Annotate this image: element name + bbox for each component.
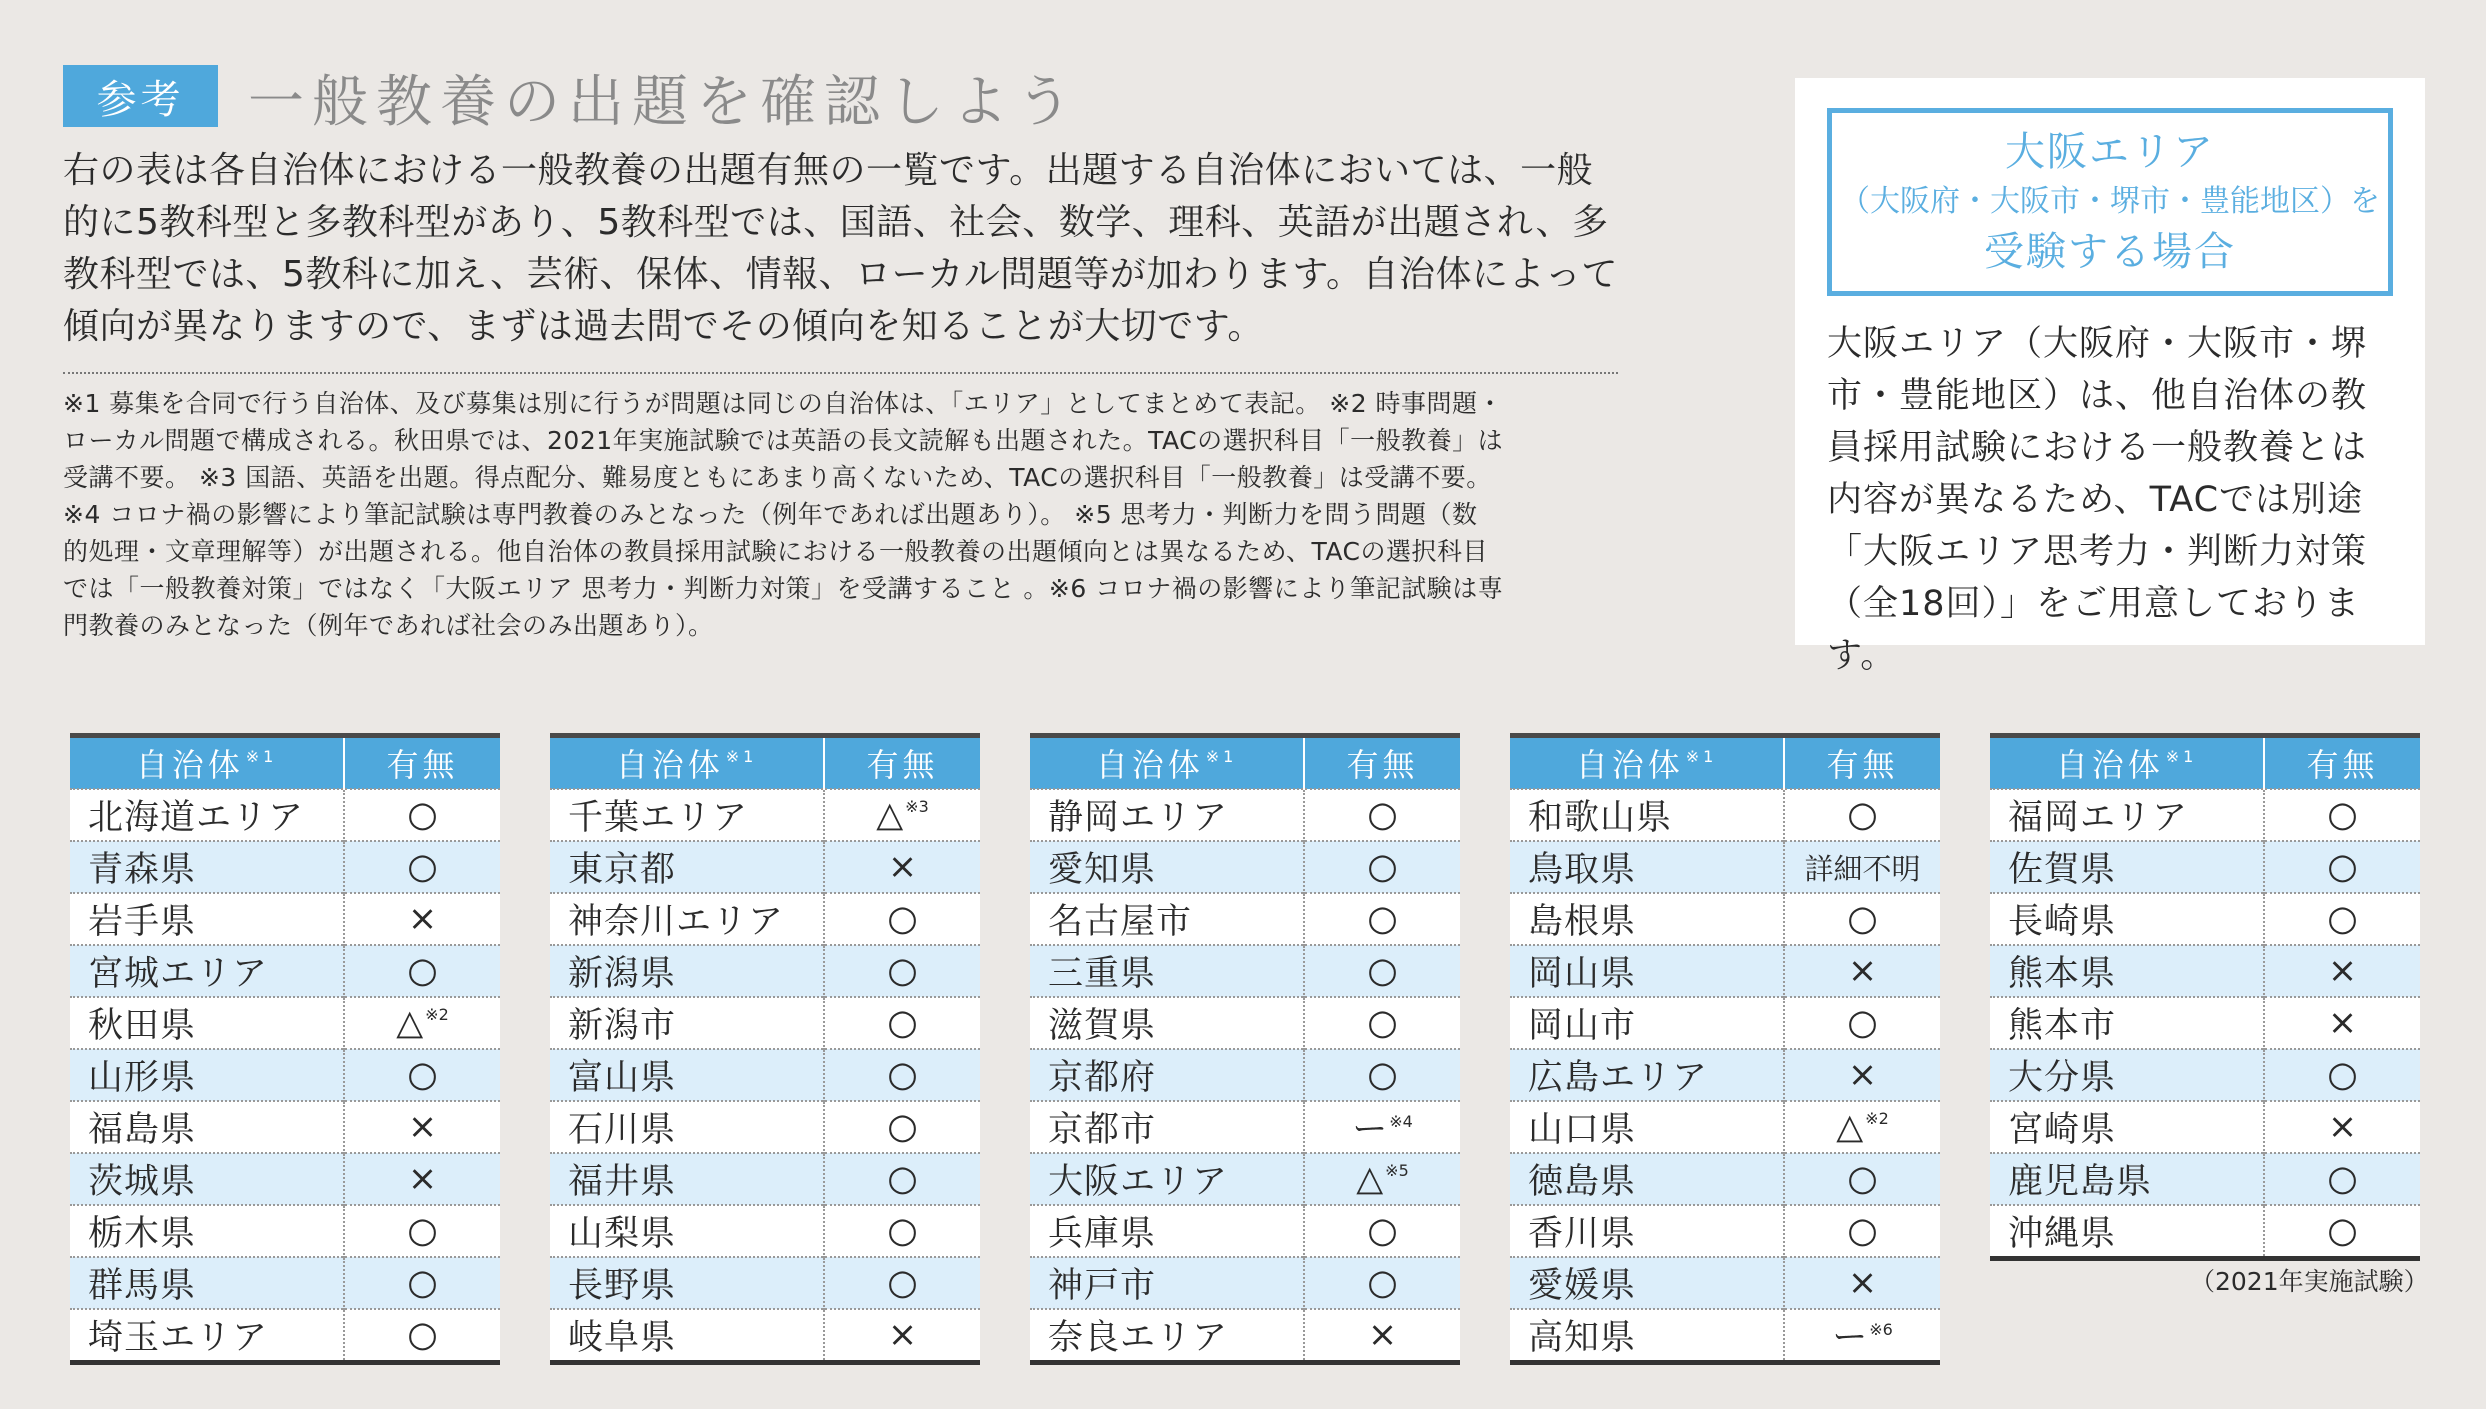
table-row (70, 1257, 500, 1309)
availability-mark: △ $^{※5}$ (1304, 1153, 1460, 1205)
availability-mark: ○ (824, 1101, 980, 1153)
availability-mark: 詳細不明 (1784, 841, 1940, 893)
availability-mark: ○ (2264, 893, 2420, 945)
table-row (550, 945, 980, 997)
availability-mark: ○ (1304, 893, 1460, 945)
availability-mark: ○ (1304, 1257, 1460, 1309)
header-availability: 有無 (2264, 736, 2420, 790)
availability-mark: × (1304, 1309, 1460, 1363)
municipality-name: 青森県 (70, 841, 344, 893)
municipality-name: 富山県 (550, 1049, 824, 1101)
note-ref: ※3 (905, 797, 929, 816)
availability-mark: × (824, 1309, 980, 1363)
table-row (1030, 1309, 1460, 1363)
availability-mark: × (2264, 945, 2420, 997)
dotted-divider (63, 372, 1618, 374)
municipality-name: 北海道エリア (70, 789, 344, 841)
municipality-name: 長崎県 (1990, 893, 2264, 945)
availability-mark: ○ (1304, 1205, 1460, 1257)
availability-mark: ○ (344, 841, 500, 893)
table-row (1510, 945, 1940, 997)
municipality-name: 滋賀県 (1030, 997, 1304, 1049)
table-row (550, 1205, 980, 1257)
availability-mark: ー $^{※4}$ (1304, 1101, 1460, 1153)
municipality-name: 山口県 (1510, 1101, 1784, 1153)
table-row (550, 1309, 980, 1363)
municipality-name: 長野県 (550, 1257, 824, 1309)
table-row (1510, 789, 1940, 841)
availability-mark: ○ (2264, 789, 2420, 841)
municipality-name: 茨城県 (70, 1153, 344, 1205)
availability-mark: ○ (2264, 1153, 2420, 1205)
table-row (70, 893, 500, 945)
municipality-name: 秋田県 (70, 997, 344, 1049)
table-row (1510, 1049, 1940, 1101)
table-row (1510, 841, 1940, 893)
table-row (1990, 1153, 2420, 1205)
table-row (1030, 1153, 1460, 1205)
municipality-name: 佐賀県 (1990, 841, 2264, 893)
availability-mark: ○ (344, 945, 500, 997)
table-row (70, 1049, 500, 1101)
municipality-name: 山梨県 (550, 1205, 824, 1257)
table-row (1030, 893, 1460, 945)
municipality-name: 埼玉エリア (70, 1309, 344, 1363)
header-municipality: 自治体 $^{※1}$ (1990, 736, 2264, 790)
table-row (1510, 1153, 1940, 1205)
table-row (1990, 789, 2420, 841)
availability-mark: × (2264, 1101, 2420, 1153)
table-row (1030, 841, 1460, 893)
municipality-name: 熊本市 (1990, 997, 2264, 1049)
municipality-table (1030, 733, 1460, 1365)
table-row (1510, 1257, 1940, 1309)
availability-mark: ○ (824, 1153, 980, 1205)
table-row (550, 1257, 980, 1309)
municipality-name: 島根県 (1510, 893, 1784, 945)
availability-mark: ○ (1304, 1049, 1460, 1101)
footnotes-text: ※1 募集を合同で行う自治体、及び募集は別に行うが問題は同じの自治体は、「エリア」としてまとめて表記。 ※2 時事問題・ ローカル問題で構成される。秋田県では、2021年実施試験では英語の長文読解も出題された。TACの選択科目「一般教養」は 受講不要。 ※3 国語、英語を出題。得点配分、難易度ともにあまり高くないため、TACの選択科目「一般教養」は受講不要。 ※4 コロナ禍の影響により筆記試験は専門教養のみとなった（例年であれば出題あり）。 ※5 思考力・判断力を問う問題（数 的処理・文章理解等）が出題される。他自治体の教員採用試験における一般教養の出題傾向とは異なるため、TACの選択科目 では「一般教養対策」ではなく「大阪エリア 思考力・判断力対策」を受講すること 。※6 コロナ禍の影響により筆記試験は専 門教養のみとなった（例年であれば社会のみ出題あり）。 (63, 389, 1504, 640)
municipality-table (1510, 733, 1940, 1365)
municipality-name: 京都市 (1030, 1101, 1304, 1153)
municipality-name: 福岡エリア (1990, 789, 2264, 841)
municipality-name: 愛媛県 (1510, 1257, 1784, 1309)
table-row (1510, 1205, 1940, 1257)
availability-mark: △ $^{※2}$ (344, 997, 500, 1049)
note-ref: ※2 (1865, 1109, 1889, 1128)
table-row (1990, 997, 2420, 1049)
availability-mark: × (1784, 1049, 1940, 1101)
municipality-name: 熊本県 (1990, 945, 2264, 997)
availability-mark: ○ (344, 1257, 500, 1309)
municipality-name: 宮城エリア (70, 945, 344, 997)
municipality-name: 名古屋市 (1030, 893, 1304, 945)
table-row (1990, 893, 2420, 945)
table-row (550, 997, 980, 1049)
availability-mark: ○ (1784, 893, 1940, 945)
municipality-name: 神奈川エリア (550, 893, 824, 945)
availability-mark: × (824, 841, 980, 893)
municipality-name: 徳島県 (1510, 1153, 1784, 1205)
availability-mark: ○ (344, 789, 500, 841)
table-row (550, 789, 980, 841)
page-title: 一般教養の出題を確認しよう (248, 70, 1080, 135)
municipality-name: 奈良エリア (1030, 1309, 1304, 1363)
osaka-heading-box (1827, 108, 2393, 296)
municipality-name: 宮崎県 (1990, 1101, 2264, 1153)
municipality-name: 岐阜県 (550, 1309, 824, 1363)
municipality-name: 山形県 (70, 1049, 344, 1101)
availability-mark: ○ (1304, 789, 1460, 841)
osaka-title: 大阪エリア (2005, 129, 2215, 175)
municipality-name: 石川県 (550, 1101, 824, 1153)
table-row (70, 789, 500, 841)
table-row (1030, 1257, 1460, 1309)
table-row (1030, 1205, 1460, 1257)
availability-mark: ○ (1784, 1205, 1940, 1257)
availability-mark: ○ (344, 1049, 500, 1101)
municipality-name: 栃木県 (70, 1205, 344, 1257)
osaka-title-2: 受験する場合 (1984, 229, 2236, 275)
availability-mark: × (344, 1153, 500, 1205)
table-row (550, 841, 980, 893)
availability-mark: × (1784, 945, 1940, 997)
municipality-name: 静岡エリア (1030, 789, 1304, 841)
municipality-name: 東京都 (550, 841, 824, 893)
table-row (1030, 945, 1460, 997)
availability-mark: ○ (344, 1205, 500, 1257)
header-municipality: 自治体 $^{※1}$ (550, 736, 824, 790)
municipality-name: 福井県 (550, 1153, 824, 1205)
municipality-name: 神戸市 (1030, 1257, 1304, 1309)
availability-mark: × (1784, 1257, 1940, 1309)
municipality-name: 愛知県 (1030, 841, 1304, 893)
availability-mark: ○ (824, 1257, 980, 1309)
table-row (550, 893, 980, 945)
municipality-name: 岡山県 (1510, 945, 1784, 997)
municipality-name: 鹿児島県 (1990, 1153, 2264, 1205)
osaka-subtitle: （大阪府・大阪市・堺市・豊能地区）を (1840, 184, 2380, 219)
table-row (70, 1153, 500, 1205)
availability-mark: ○ (824, 1049, 980, 1101)
table-row (1030, 789, 1460, 841)
municipality-table (550, 733, 980, 1365)
availability-mark: ○ (2264, 1049, 2420, 1101)
municipality-name: 新潟県 (550, 945, 824, 997)
availability-mark: ○ (1784, 789, 1940, 841)
table-row (1510, 997, 1940, 1049)
note-ref: ※2 (425, 1005, 449, 1024)
municipality-name: 大分県 (1990, 1049, 2264, 1101)
header-municipality: 自治体 $^{※1}$ (1030, 736, 1304, 790)
note-ref: ※5 (1385, 1161, 1409, 1180)
osaka-info-panel (1795, 78, 2425, 676)
table-row (1990, 1101, 2420, 1153)
municipality-table (70, 733, 500, 1365)
table-row (70, 1205, 500, 1257)
municipality-name: 三重県 (1030, 945, 1304, 997)
table-row (1990, 945, 2420, 997)
municipality-name: 千葉エリア (550, 789, 824, 841)
table-row (1030, 1101, 1460, 1153)
availability-mark: ○ (824, 1205, 980, 1257)
availability-mark: ○ (344, 1309, 500, 1363)
availability-mark: ー $^{※6}$ (1784, 1309, 1940, 1363)
municipality-name: 鳥取県 (1510, 841, 1784, 893)
availability-mark: ○ (1784, 1153, 1940, 1205)
table-row (1510, 1101, 1940, 1153)
municipality-name: 岡山市 (1510, 997, 1784, 1049)
table-row (1030, 1049, 1460, 1101)
availability-mark: × (344, 893, 500, 945)
availability-mark: ○ (1304, 997, 1460, 1049)
municipality-name: 福島県 (70, 1101, 344, 1153)
table-row (70, 841, 500, 893)
header-availability: 有無 (344, 736, 500, 790)
header-availability: 有無 (1784, 736, 1940, 790)
availability-mark: ○ (2264, 1205, 2420, 1259)
note-ref: ※6 (1869, 1320, 1893, 1339)
reference-badge: 参考 (63, 65, 218, 127)
osaka-description: 大阪エリア（大阪府・大阪市・堺市・豊能地区）は、他自治体の教員採用試験における一般教養とは内容が異なるため、TACでは別途「大阪エリア思考力・判断力対策（全18回）」をご用意しております。 (1827, 324, 2368, 676)
municipality-name: 和歌山県 (1510, 789, 1784, 841)
municipality-name: 兵庫県 (1030, 1205, 1304, 1257)
header-municipality: 自治体 $^{※1}$ (1510, 736, 1784, 790)
table-row (1990, 1049, 2420, 1101)
table-row (1990, 841, 2420, 893)
table-row (550, 1153, 980, 1205)
availability-mark: × (2264, 997, 2420, 1049)
intro-text: 右の表は各自治体における一般教養の出題有無の一覧です。出題する自治体においては、一般的に5教科型と多教科型があり、5教科型では、国語、社会、数学、理科、英語が出題され、多教科型では、5教科に加え、芸術、保体、情報、ローカル問題等が加わります。自治体によって傾向が異なりますので、まずは過去問でその傾向を知ることが大切です。 (63, 150, 1618, 347)
municipality-name: 広島エリア (1510, 1049, 1784, 1101)
table-row (1030, 997, 1460, 1049)
header-availability: 有無 (1304, 736, 1460, 790)
availability-mark: ○ (824, 997, 980, 1049)
availability-mark: ○ (1784, 997, 1940, 1049)
availability-mark: × (344, 1101, 500, 1153)
municipality-name: 新潟市 (550, 997, 824, 1049)
municipality-name: 群馬県 (70, 1257, 344, 1309)
availability-mark: △ $^{※3}$ (824, 789, 980, 841)
table-row (550, 1049, 980, 1101)
municipality-name: 大阪エリア (1030, 1153, 1304, 1205)
table-row (70, 945, 500, 997)
table-row (70, 1309, 500, 1363)
header-availability: 有無 (824, 736, 980, 790)
table-row (550, 1101, 980, 1153)
table-row (70, 997, 500, 1049)
availability-mark: ○ (824, 893, 980, 945)
municipality-name: 沖縄県 (1990, 1205, 2264, 1259)
municipality-table (1990, 733, 2420, 1261)
municipality-name: 京都府 (1030, 1049, 1304, 1101)
header-municipality: 自治体 $^{※1}$ (70, 736, 344, 790)
availability-mark: ○ (2264, 841, 2420, 893)
table-row (1510, 1309, 1940, 1363)
availability-mark: ○ (824, 945, 980, 997)
availability-mark: ○ (1304, 841, 1460, 893)
table-row (1990, 1205, 2420, 1259)
availability-mark: ○ (1304, 945, 1460, 997)
exam-year-note: （2021年実施試験） (2190, 1267, 2429, 1296)
municipality-name: 高知県 (1510, 1309, 1784, 1363)
note-ref: ※4 (1389, 1112, 1413, 1131)
availability-mark: △ $^{※2}$ (1784, 1101, 1940, 1153)
table-row (70, 1101, 500, 1153)
municipality-name: 岩手県 (70, 893, 344, 945)
table-row (1510, 893, 1940, 945)
municipality-name: 香川県 (1510, 1205, 1784, 1257)
